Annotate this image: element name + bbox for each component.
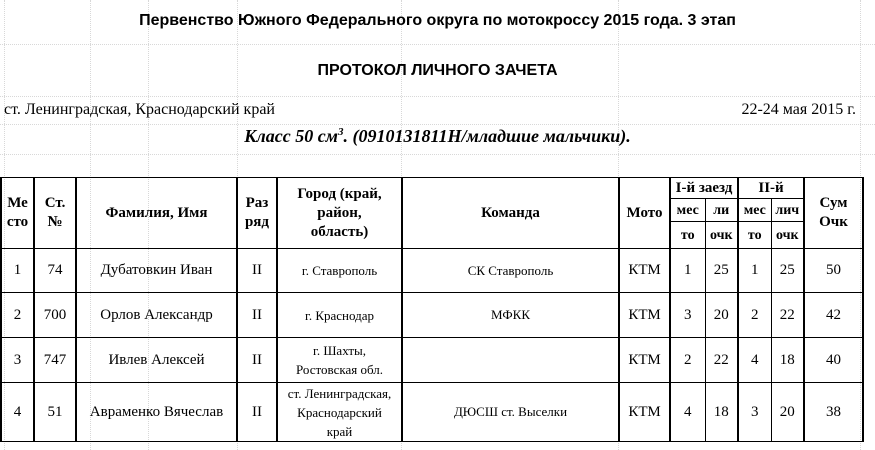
cell-team: МФКК [402, 293, 619, 338]
results-table [0, 177, 864, 442]
document-title: Первенство Южного Федерального округа по мотокроссу 2015 года. 3 этап [139, 12, 736, 29]
header-race-1: І-й заезд [670, 178, 738, 199]
header-r2-points-bottom: очк [771, 222, 804, 249]
header-team: Команда [402, 178, 619, 249]
cell-rank: ІІ [237, 293, 277, 338]
cell-r2-points: 18 [771, 338, 804, 383]
header-name: Фамилия, Имя [76, 178, 237, 249]
cell-r2-points: 25 [771, 249, 804, 293]
cell-r1-place: 4 [670, 383, 705, 442]
cell-r2-place: 3 [738, 383, 771, 442]
header-r1-place-bottom: то [670, 222, 705, 249]
cell-moto: КТМ [619, 338, 670, 383]
class-suffix: . (0910131811Н/младшие мальчики). [343, 126, 631, 146]
table-row [1, 338, 863, 383]
cell-r1-place: 2 [670, 338, 705, 383]
cell-start-number: 700 [34, 293, 76, 338]
cell-place: 3 [1, 338, 34, 383]
cell-r1-place: 1 [670, 249, 705, 293]
table-row [1, 293, 863, 338]
cell-sum: 40 [804, 338, 863, 383]
cell-place: 4 [1, 383, 34, 442]
cell-sum: 42 [804, 293, 863, 338]
cell-moto: КТМ [619, 249, 670, 293]
cell-name: Авраменко Вячеслав [76, 383, 237, 442]
cell-place: 2 [1, 293, 34, 338]
cell-rank: ІІ [237, 249, 277, 293]
sheet-gridline [0, 96, 875, 97]
cell-name: Дубатовкин Иван [76, 249, 237, 293]
cell-r2-points: 22 [771, 293, 804, 338]
cell-rank: ІІ [237, 383, 277, 442]
class-heading [0, 126, 875, 147]
cell-rank: ІІ [237, 338, 277, 383]
cell-city: г. Краснодар [277, 293, 402, 338]
cell-r1-points: 18 [705, 383, 738, 442]
header-race-2: ІІ-й [738, 178, 804, 199]
cell-moto: КТМ [619, 383, 670, 442]
sheet-gridline [0, 154, 875, 155]
header-r1-points-top: ли [705, 199, 738, 222]
header-city: Город (край, район, область) [277, 178, 402, 249]
cell-r2-place: 4 [738, 338, 771, 383]
cell-r2-place: 1 [738, 249, 771, 293]
cell-start-number: 74 [34, 249, 76, 293]
cell-city: г. Ставрополь [277, 249, 402, 293]
header-start-number: Ст. № [34, 178, 76, 249]
event-location: ст. Ленинградская, Краснодарский край [4, 101, 275, 118]
class-prefix: Класс 50 см [244, 126, 339, 146]
table-row [1, 383, 863, 442]
class-superscript: 3 [338, 126, 344, 138]
header-r1-points-bottom: очк [705, 222, 738, 249]
header-r2-points-top: лич [771, 199, 804, 222]
cell-name: Ивлев Алексей [76, 338, 237, 383]
cell-team [402, 338, 619, 383]
cell-r1-points: 25 [705, 249, 738, 293]
header-place: Ме сто [1, 178, 34, 249]
cell-name: Орлов Александр [76, 293, 237, 338]
cell-team: ДЮСШ ст. Выселки [402, 383, 619, 442]
cell-start-number: 747 [34, 338, 76, 383]
sheet-gridline [0, 124, 875, 125]
header-r2-place-top: мес [738, 199, 771, 222]
table-row [1, 249, 863, 293]
cell-sum: 50 [804, 249, 863, 293]
cell-moto: КТМ [619, 293, 670, 338]
event-date: 22-24 мая 2015 г. [741, 101, 856, 118]
cell-r2-points: 20 [771, 383, 804, 442]
sheet-gridline [0, 44, 875, 45]
header-moto: Мото [619, 178, 670, 249]
cell-r1-points: 20 [705, 293, 738, 338]
cell-city: ст. Ленинградская, Краснодарский край [277, 383, 402, 442]
cell-r1-place: 3 [670, 293, 705, 338]
cell-r1-points: 22 [705, 338, 738, 383]
header-rank: Раз ряд [237, 178, 277, 249]
protocol-heading: ПРОТОКОЛ ЛИЧНОГО ЗАЧЕТА [317, 62, 558, 79]
cell-start-number: 51 [34, 383, 76, 442]
cell-team: СК Ставрополь [402, 249, 619, 293]
cell-city: г. Шахты, Ростовская обл. [277, 338, 402, 383]
cell-place: 1 [1, 249, 34, 293]
header-row [1, 178, 863, 199]
header-r1-place-top: мес [670, 199, 705, 222]
header-sum: Сум Очк [804, 178, 863, 249]
cell-r2-place: 2 [738, 293, 771, 338]
cell-sum: 38 [804, 383, 863, 442]
header-r2-place-bottom: то [738, 222, 771, 249]
